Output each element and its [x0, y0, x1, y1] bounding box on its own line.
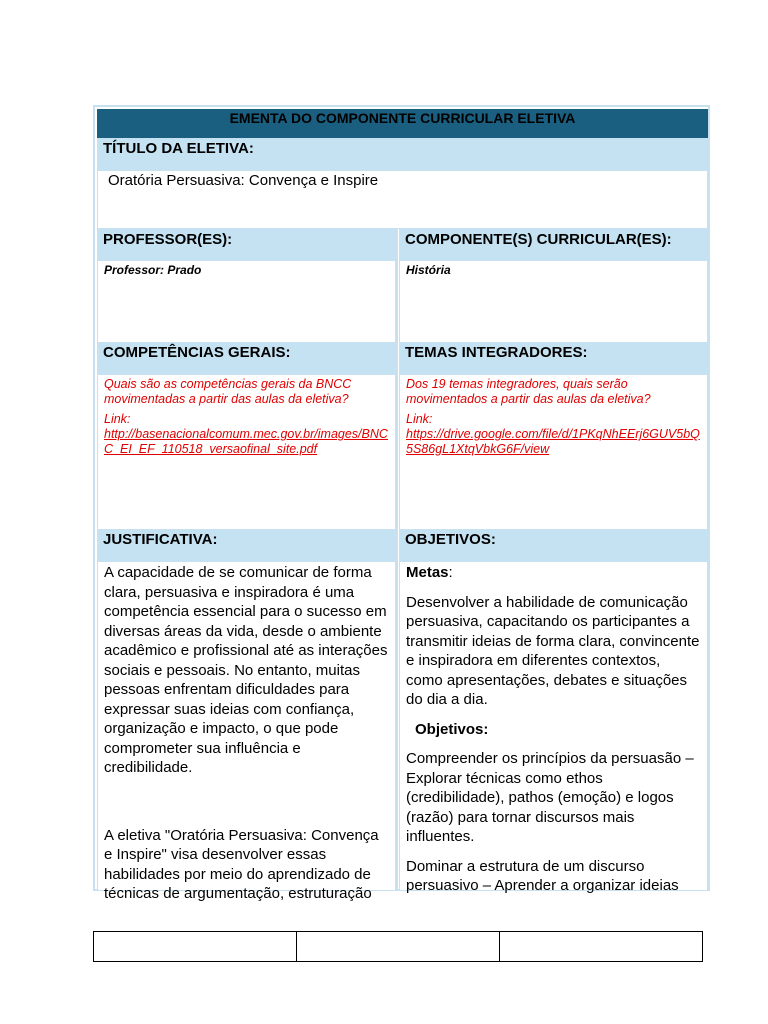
competencias-header: COMPETÊNCIAS GERAIS:: [97, 343, 396, 374]
footer-cell-3: [500, 932, 702, 961]
column-divider: [396, 229, 398, 891]
competencias-text: Quais são as competências gerais da BNCC movimentadas a partir das aulas da eletiva?: [104, 377, 352, 406]
competencias-link-label: Link:: [104, 412, 131, 426]
footer-cell-1: [94, 932, 297, 961]
titulo-value-cell: [97, 170, 708, 229]
componente-cell: [399, 260, 708, 343]
temas-link[interactable]: https://drive.google.com/file/d/1PKqNhEErj6GUV5bQ5S86gL1XtqVbkG6F/view: [406, 427, 700, 456]
componente-value: História: [406, 263, 451, 277]
justificativa-header: JUSTIFICATIVA:: [97, 530, 396, 561]
titulo-header: TÍTULO DA ELETIVA:: [97, 138, 708, 170]
objetivos-subheading: Objetivos:: [415, 720, 489, 738]
temas-link-label: Link:: [406, 412, 433, 426]
componente-header: COMPONENTE(S) CURRICULAR(ES):: [399, 229, 708, 260]
justificativa-cell: [97, 561, 396, 902]
professor-value: Professor: Prado: [104, 263, 202, 277]
table-banner: EMENTA DO COMPONENTE CURRICULAR ELETIVA: [97, 109, 708, 138]
temas-cell: [399, 374, 708, 530]
ementa-table: [93, 105, 710, 902]
justificativa-paragraph-1: A capacidade de se comunicar de forma clara, persuasiva e inspiradora é uma competência essencial para o sucesso em diversas áreas da vida, desde o ambiente acadêmico e profissional até as interações sociais e pessoais. No entanto, muitas pessoas enfrentam dificuldades para expressar suas ideias com confiança, organização e impacto, o que pode comprometer sua influência e credibilidade.: [104, 564, 388, 776]
professor-header: PROFESSOR(ES):: [97, 229, 396, 260]
metas-colon: :: [448, 564, 453, 581]
professor-cell: [97, 260, 396, 343]
footer-cell-2: [297, 932, 500, 961]
temas-header: TEMAS INTEGRADORES:: [399, 343, 708, 374]
temas-text: Dos 19 temas integradores, quais serão movimentados a partir das aulas da eletiva?: [406, 377, 651, 406]
competencias-cell: [97, 374, 396, 530]
objetivo-2: Dominar a estrutura de um discurso persuasivo – Aprender a organizar ideias: [406, 857, 679, 894]
objetivos-cell: [399, 561, 708, 894]
footer-table: [93, 931, 703, 962]
objetivos-header: OBJETIVOS:: [399, 530, 708, 561]
competencias-link[interactable]: http://basenacionalcomum.mec.gov.br/images/BNCC_EI_EF_110518_versaofinal_site.pdf: [104, 427, 388, 456]
justificativa-paragraph-2: A eletiva "Oratória Persuasiva: Convença e Inspire" visa desenvolver essas habilidades por meio do aprendizado de técnicas de argumentação, estruturação: [104, 826, 379, 902]
objetivo-1: Compreender os princípios da persuasão – Explorar técnicas como ethos (credibilidade), pathos (emoção) e logos (razão) para tornar discursos mais influentes.: [406, 750, 694, 845]
titulo-value: Oratória Persuasiva: Convença e Inspire: [108, 172, 379, 189]
metas-label: Metas: [406, 564, 449, 581]
metas-text: Desenvolver a habilidade de comunicação persuasiva, capacitando os participantes a transmitir ideias de forma clara, convincente e inspiradora em diferentes contextos, como apresentações, debates e situações do dia a dia.: [406, 593, 700, 708]
